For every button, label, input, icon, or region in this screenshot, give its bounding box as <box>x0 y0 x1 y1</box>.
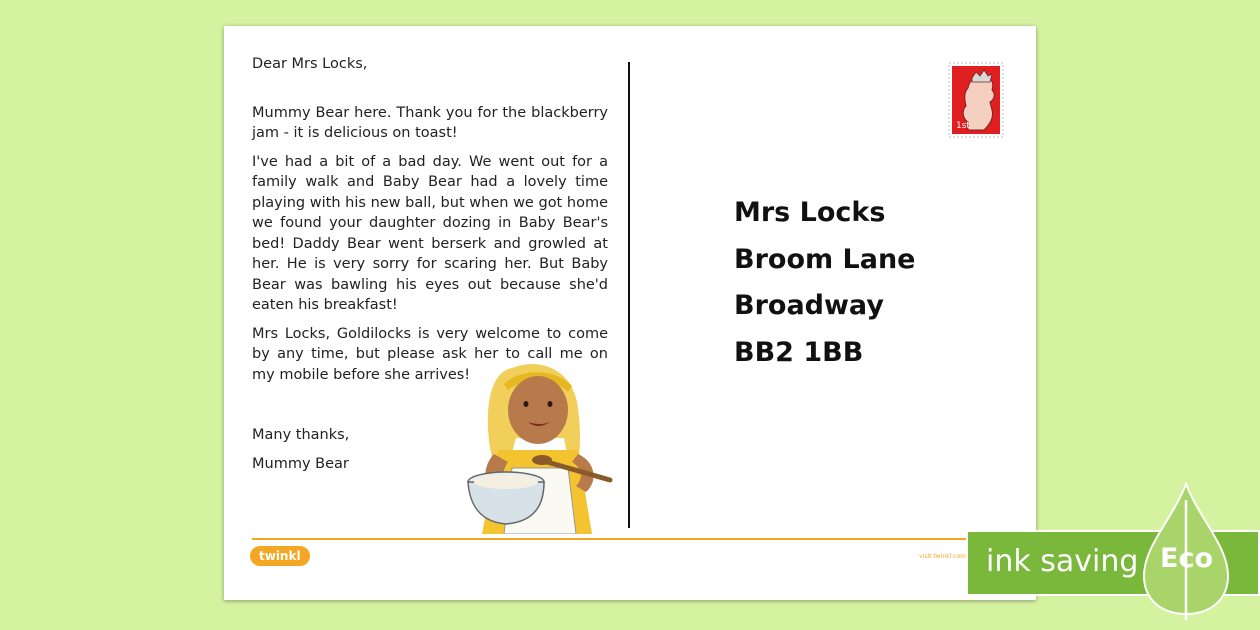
postcard-divider <box>628 62 630 528</box>
address-line-postcode: BB2 1BB <box>734 336 864 368</box>
eco-label: Eco <box>1160 543 1213 574</box>
ink-saving-text: ink saving <box>986 544 1139 579</box>
address-line-street: Broom Lane <box>734 243 916 275</box>
letter-paragraph-2: I've had a bit of a bad day. We went out for a family walk and Baby Bear had a lovely time playing with his new ball, but when we got home we found your daughter dozing in Baby Bear's bed! Daddy Bear went berserk and growled at her. He is very sorry for scaring her. But Baby Bear was bawling his eyes out because she'd eaten his breakfast! <box>252 153 608 313</box>
twinkl-logo: twinkl <box>250 546 310 566</box>
postage-stamp <box>948 62 1004 138</box>
footer-divider <box>252 538 1008 540</box>
letter-greeting: Dear Mrs Locks, <box>252 56 368 72</box>
letter-signature: Mummy Bear <box>252 455 349 472</box>
letter-closing: Many thanks, <box>252 427 350 443</box>
footer-url: visit twinkl.com <box>919 553 966 560</box>
address-line-town: Broadway <box>734 290 884 321</box>
baker-illustration <box>460 358 620 534</box>
letter-paragraph-3: Mrs Locks, Goldilocks is very welcome to come by any time, but please ask her to call me on my mobile before she arrives! <box>252 325 608 383</box>
letter-paragraph-1: Mummy Bear here. Thank you for the blackberry jam - it is delicious on toast! <box>252 104 608 141</box>
stamp-value: 1st <box>956 121 970 131</box>
postcard <box>224 26 1036 600</box>
address-block <box>734 190 916 376</box>
address-line-name: Mrs Locks <box>734 197 886 228</box>
